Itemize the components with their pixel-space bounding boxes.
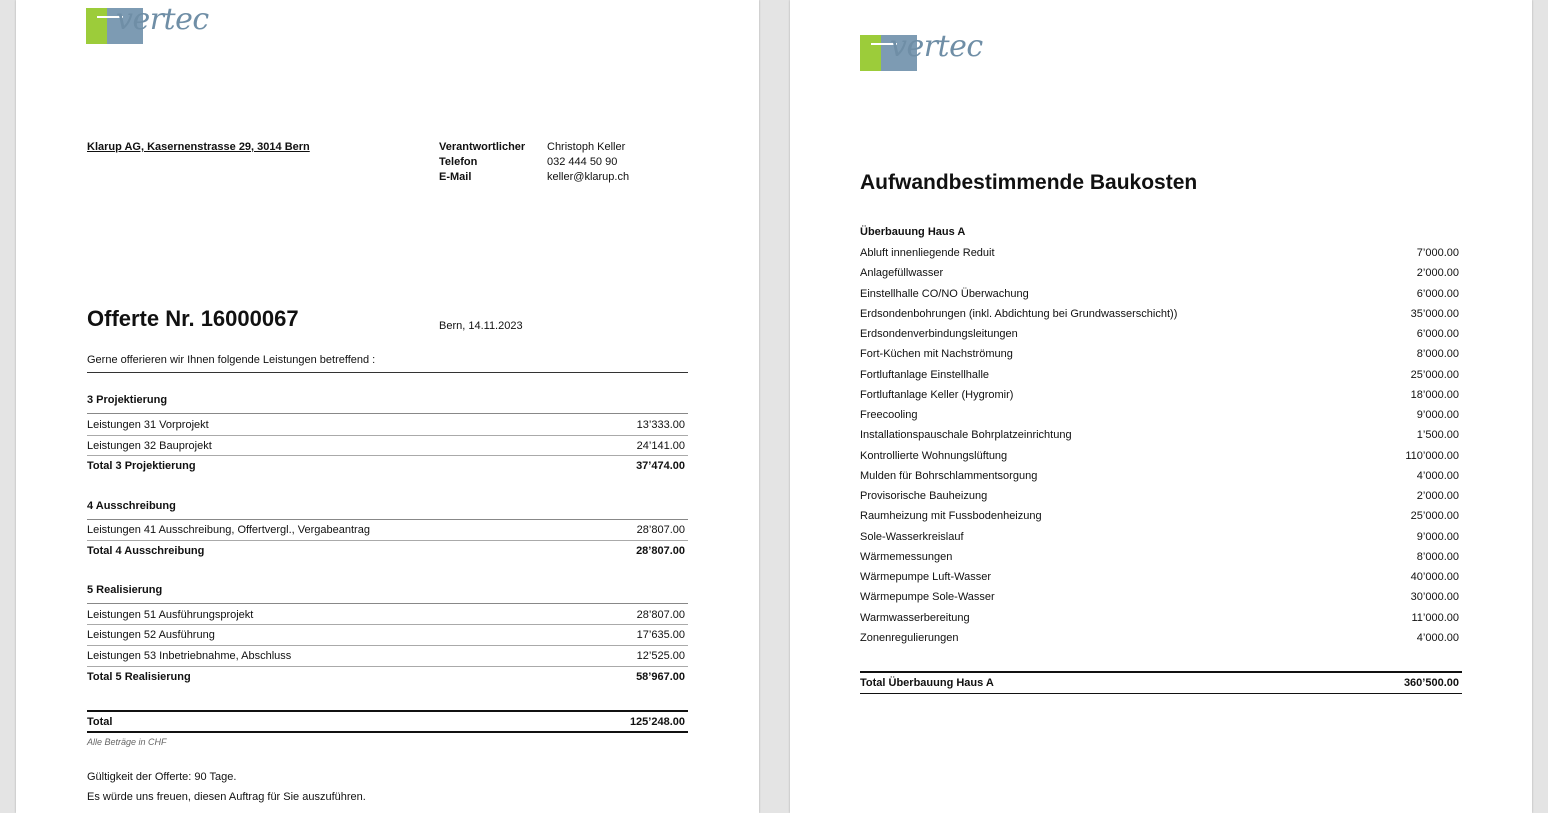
cost-row [860, 466, 1462, 486]
email-address: keller@klarup.ch [547, 171, 630, 183]
cost-label: Fort-Küchen mit Nachströmung [860, 348, 1013, 361]
cost-amount: 25’000.00 [1410, 368, 1459, 381]
cost-label: Fortluftanlage Einstellhalle [860, 368, 990, 381]
cost-label: Installationspauschale Bohrplatzeinrichtung [860, 429, 1072, 442]
cost-row [860, 587, 1462, 607]
cost-amount: 2’000.00 [1416, 267, 1459, 280]
cost-label: Abluft innenliegende Reduit [860, 247, 995, 259]
cost-amount: 2’000.00 [1416, 490, 1459, 502]
table-row: Leistungen 41 Ausschreibung, Offertvergl., Vergabeantrag 28’807.00 [87, 524, 685, 536]
cost-row [860, 284, 1462, 304]
cost-label: Fortluftanlage Keller (Hygromir) [860, 388, 1014, 401]
cost-label: Mulden für Bohrschlammentsorgung [860, 469, 1038, 482]
cost-row [860, 365, 1462, 385]
cost-amount: 11’000.00 [1411, 611, 1459, 624]
cost-label: Erdsondenverbindungsleitungen [860, 328, 1018, 340]
validity-text: Gültigkeit der Offerte: 90 Tage. [87, 771, 237, 783]
cost-row [860, 344, 1462, 364]
cost-label: Warmwasserbereitung [860, 611, 970, 624]
section-heading: 4 Ausschreibung [87, 500, 176, 512]
cost-row [860, 243, 1462, 263]
cost-row [860, 263, 1462, 283]
cost-label: Freecooling [860, 409, 918, 421]
cost-row [860, 425, 1462, 445]
cost-amount: 40’000.00 [1410, 571, 1459, 583]
cost-row [860, 608, 1462, 628]
cost-amount: 25’000.00 [1410, 510, 1459, 523]
phone-number: 032 444 50 90 [547, 156, 618, 168]
cost-amount: 4’000.00 [1416, 469, 1459, 482]
cost-row [860, 527, 1462, 547]
group-heading: Überbauung Haus A [860, 226, 966, 238]
label-email: E-Mail [439, 171, 472, 183]
cost-amount: 8’000.00 [1416, 550, 1459, 563]
cost-label: Anlagefüllwasser [860, 267, 944, 280]
recipient-address: Klarup AG, Kasernenstrasse 29, 3014 Bern [87, 141, 310, 153]
section-heading: 3 Projektierung [87, 394, 168, 406]
cost-label: Zonenregulierungen [860, 631, 959, 644]
cost-row [860, 547, 1462, 567]
closing-text: Es würde uns freuen, diesen Auftrag für Sie auszuführen. [87, 791, 366, 803]
cost-label: Wärmepumpe Sole-Wasser [860, 591, 995, 604]
vertec-logo: vertec [860, 35, 985, 75]
cost-row [860, 324, 1462, 344]
costs-title: Aufwandbestimmende Baukosten [860, 171, 1198, 194]
cost-row [860, 567, 1462, 587]
cost-row [860, 506, 1462, 526]
table-row: Leistungen 31 Vorprojekt 13’333.00 [87, 419, 685, 431]
section-total-row: Total 3 Projektierung 37’474.00 [87, 460, 685, 472]
cost-row [860, 304, 1462, 324]
table-row: Leistungen 32 Bauprojekt 24’141.00 [87, 440, 685, 452]
costs-total-row: Total Überbauung Haus A 360’500.00 [860, 677, 1459, 689]
cost-label: Einstellhalle CO/NO Überwachung [860, 287, 1029, 300]
cost-amount: 30’000.00 [1410, 591, 1459, 604]
section-heading: 5 Realisierung [87, 584, 163, 596]
table-row: Leistungen 52 Ausführung 17’635.00 [87, 629, 685, 641]
place-date: Bern, 14.11.2023 [439, 320, 523, 332]
offer-title: Offerte Nr. 16000067 [87, 306, 299, 331]
cost-label: Erdsondenbohrungen (inkl. Abdichtung bei Grundwasserschicht)) [860, 307, 1178, 320]
grand-total-row: Total 125’248.00 [87, 716, 685, 728]
cost-label: Kontrollierte Wohnungslüftung [860, 449, 1008, 462]
cost-amount: 7’000.00 [1416, 247, 1459, 259]
document-page-offer [16, 0, 759, 813]
cost-amount: 8’000.00 [1416, 348, 1459, 361]
cost-row [860, 486, 1462, 506]
label-phone: Telefon [439, 156, 478, 168]
cost-label: Raumheizung mit Fussbodenheizung [860, 510, 1042, 523]
cost-row [860, 405, 1462, 425]
vertec-logo: vertec [86, 8, 211, 48]
cost-row [860, 446, 1462, 466]
cost-amount: 35’000.00 [1410, 307, 1459, 320]
label-responsible: Verantwortlicher [439, 141, 526, 153]
cost-amount: 6’000.00 [1416, 328, 1459, 340]
intro-text: Gerne offerieren wir Ihnen folgende Leistungen betreffend : [87, 354, 376, 366]
cost-amount: 110’000.00 [1405, 449, 1459, 462]
cost-label: Provisorische Bauheizung [860, 490, 988, 502]
cost-amount: 9’000.00 [1416, 409, 1459, 421]
cost-row [860, 385, 1462, 405]
responsible-name: Christoph Keller [547, 141, 626, 153]
document-page-costs [790, 0, 1532, 813]
cost-amount: 9’000.00 [1416, 530, 1459, 543]
section-total-row: Total 5 Realisierung 58’967.00 [87, 671, 685, 683]
table-row: Leistungen 53 Inbetriebnahme, Abschluss 12’525.00 [87, 650, 685, 662]
cost-label: Sole-Wasserkreislauf [860, 530, 964, 543]
currency-note: Alle Beträge in CHF [87, 737, 167, 747]
cost-amount: 18’000.00 [1410, 388, 1459, 401]
cost-amount: 4’000.00 [1416, 631, 1459, 644]
cost-amount: 1’500.00 [1416, 429, 1459, 442]
cost-row [860, 628, 1462, 648]
table-row: Leistungen 51 Ausführungsprojekt 28’807.00 [87, 609, 685, 621]
cost-label: Wärmemessungen [860, 550, 953, 563]
cost-amount: 6’000.00 [1416, 287, 1459, 300]
section-total-row: Total 4 Ausschreibung 28’807.00 [87, 545, 685, 557]
cost-label: Wärmepumpe Luft-Wasser [860, 571, 992, 583]
